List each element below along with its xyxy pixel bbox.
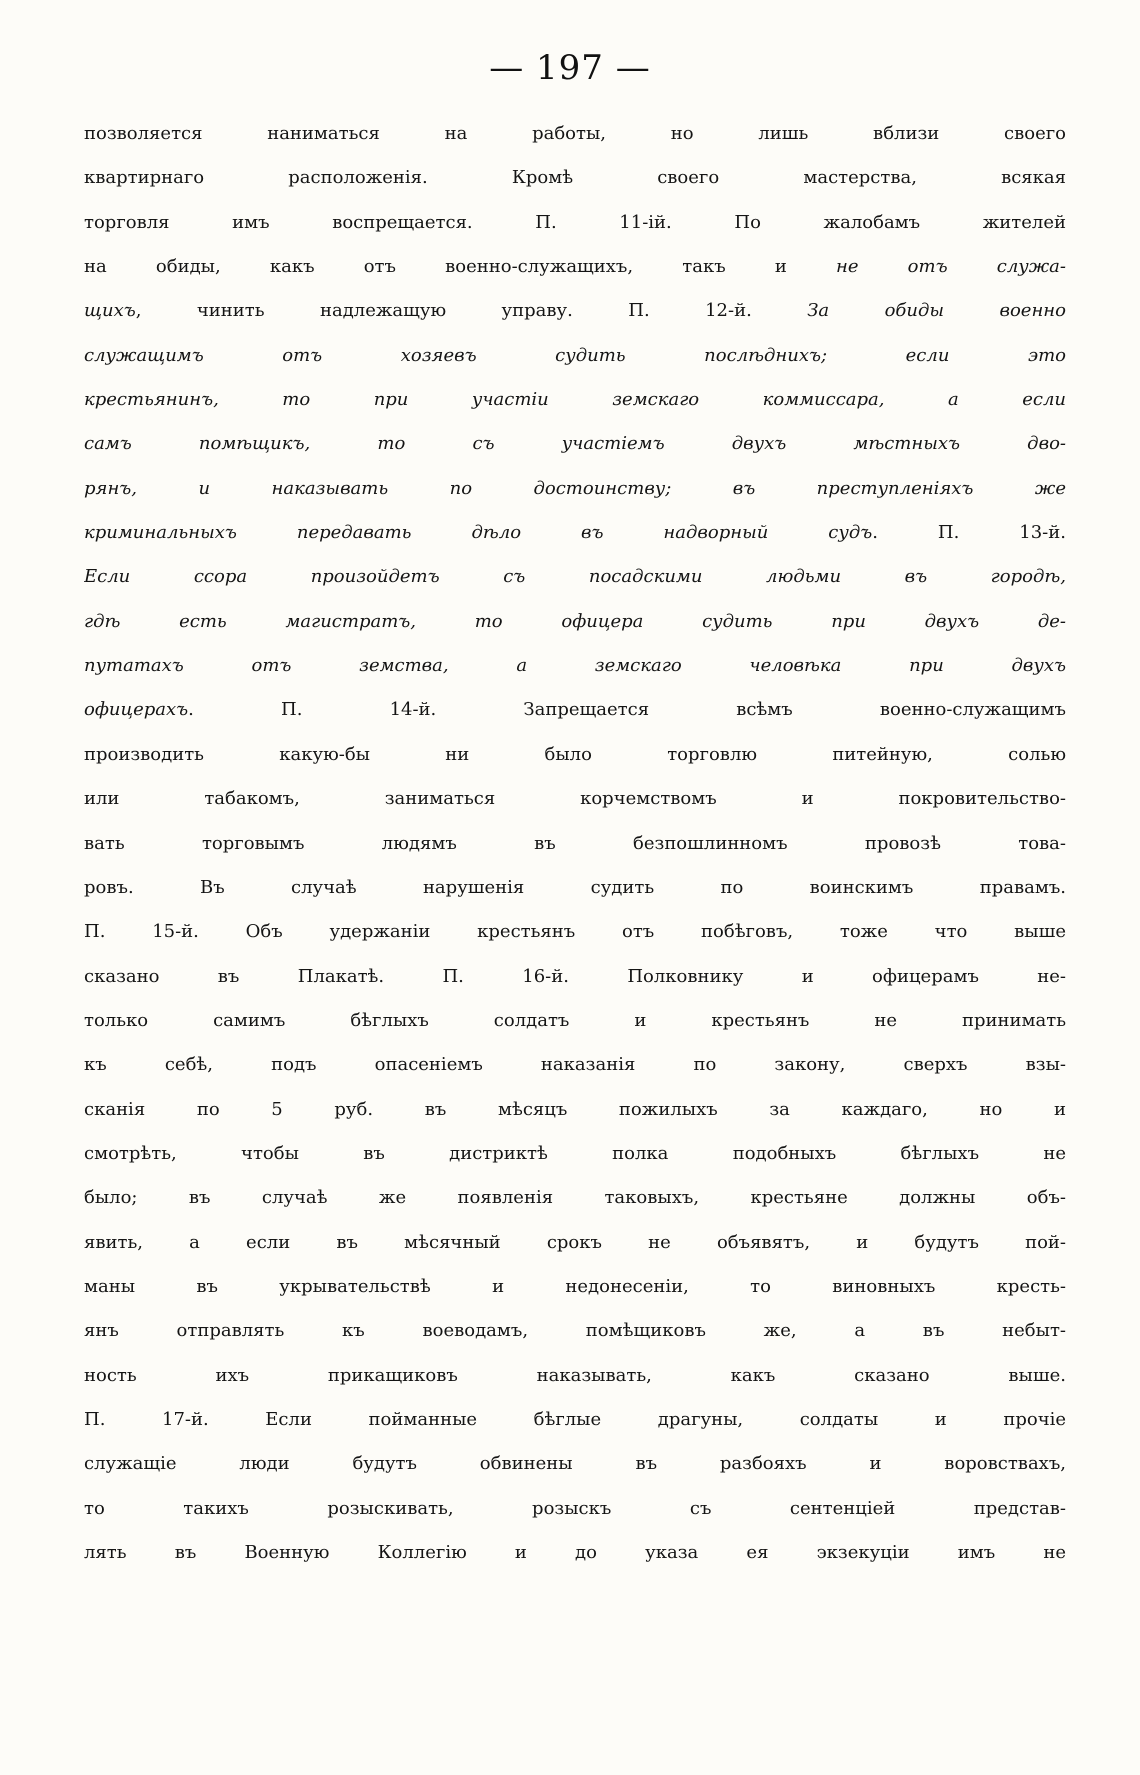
text-line [84, 999, 1066, 1043]
text-line [84, 1043, 1066, 1087]
italic-text-run: офицерахъ [84, 699, 189, 721]
text-run: . П. 13-й. [872, 522, 1066, 544]
text-run: П. 15-й. Объ удержаніи крестьянъ отъ побѣговъ, тоже что выше [84, 921, 1066, 943]
text-line [84, 1309, 1066, 1353]
text-run: то такихъ розыскивать, розыскъ съ сентенціей представ- [84, 1497, 1066, 1519]
text-line [84, 910, 1066, 954]
text-run: явить, а если въ мѣсячный срокъ не объявятъ, и будутъ пой- [84, 1231, 1066, 1253]
text-line [84, 1442, 1066, 1486]
text-line [84, 955, 1066, 999]
italic-text-run: гдѣ есть магистратъ, то офицера судить при двухъ де- [84, 610, 1066, 632]
text-line [84, 1088, 1066, 1132]
italic-text-run: Если ссора произойдетъ съ посадскими людьми въ городѣ, [84, 566, 1066, 588]
italic-text-run: криминальныхъ передавать дѣло въ надворный судъ [84, 522, 873, 544]
text-run: П. 17-й. Если пойманные бѣглые драгуны, солдаты и прочіе [84, 1408, 1066, 1430]
text-run: на обиды, какъ отъ военно-служащихъ, такъ и [84, 256, 836, 278]
italic-text-run: путатахъ отъ земства, а земскаго человѣка при двухъ [84, 655, 1066, 677]
text-line [84, 511, 1066, 555]
text-line [84, 1487, 1066, 1531]
text-line [84, 1265, 1066, 1309]
text-run: служащіе люди будутъ обвинены въ разбояхъ и воровствахъ, [84, 1453, 1066, 1475]
text-line [84, 1132, 1066, 1176]
text-run: торговля имъ воспрещается. П. 11-ій. По жалобамъ жителей [84, 211, 1066, 233]
text-run: смотрѣть, чтобы въ дистриктѣ полка подобныхъ бѣглыхъ не [84, 1142, 1066, 1164]
text-line [84, 688, 1066, 732]
text-run: производить какую-бы ни было торговлю питейную, солью [84, 743, 1066, 765]
text-run: сказано въ Плакатѣ. П. 16-й. Полковнику и офицерамъ не- [84, 965, 1066, 987]
text-line [84, 733, 1066, 777]
page-number: — 197 — [489, 48, 651, 88]
text-run: . П. 14-й. Запрещается всѣмъ военно-служащимъ [188, 699, 1066, 721]
italic-text-run: щихъ [84, 300, 136, 322]
text-run: къ себѣ, подъ опасеніемъ наказанія по закону, сверхъ взы- [84, 1054, 1066, 1076]
text-line [84, 201, 1066, 245]
text-run: , чинить надлежащую управу. П. 12-й. [135, 300, 808, 322]
text-run: только самимъ бѣглыхъ солдатъ и крестьянъ не принимать [84, 1009, 1066, 1031]
text-run: было; въ случаѣ же появленія таковыхъ, крестьяне должны объ- [84, 1187, 1066, 1209]
text-run: ровъ. Въ случаѣ нарушенія судить по воинскимъ правамъ. [84, 876, 1066, 898]
text-line [84, 644, 1066, 688]
text-run: позволяется наниматься на работы, но лишь вблизи своего [84, 123, 1066, 144]
text-run: маны въ укрывательствѣ и недонесеніи, то виновныхъ кресть- [84, 1275, 1066, 1297]
text-line [84, 156, 1066, 200]
italic-text-run: служащимъ отъ хозяевъ судить послѣднихъ; если это [84, 344, 1066, 366]
text-run: квартирнаго расположенія. Кромѣ своего мастерства, всякая [84, 167, 1066, 189]
text-line [84, 600, 1066, 644]
text-line [84, 245, 1066, 289]
italic-text-run: крестьянинъ, то при участіи земскаго коммиссара, а если [84, 389, 1066, 411]
text-line [84, 1354, 1066, 1398]
text-line [84, 422, 1066, 466]
text-line [84, 1398, 1066, 1442]
italic-text-run: не отъ служа- [836, 256, 1066, 278]
text-run: или табакомъ, заниматься корчемствомъ и покровительство- [84, 788, 1066, 810]
text-line [84, 334, 1066, 378]
italic-text-run: рянъ, и наказывать по достоинству; въ преступленіяхъ же [84, 477, 1066, 499]
text-run: ность ихъ прикащиковъ наказывать, какъ сказано выше. [84, 1364, 1066, 1386]
text-run: вать торговымъ людямъ въ безпошлинномъ провозѣ това- [84, 832, 1066, 854]
text-line [84, 822, 1066, 866]
text-line [84, 467, 1066, 511]
italic-text-run: самъ помѣщикъ, то съ участіемъ двухъ мѣстныхъ дво- [84, 433, 1066, 455]
text-line [84, 378, 1066, 422]
text-line [84, 112, 1066, 156]
text-line [84, 1221, 1066, 1265]
body-text [84, 112, 1066, 1575]
text-run: сканія по 5 руб. въ мѣсяцъ пожилыхъ за каждаго, но и [84, 1098, 1066, 1120]
text-line [84, 777, 1066, 821]
text-line [84, 866, 1066, 910]
text-line [84, 555, 1066, 599]
text-run: лять въ Военную Коллегію и до указа ея экзекуціи имъ не [84, 1542, 1066, 1563]
italic-text-run: За обиды военно [807, 300, 1066, 322]
text-line [84, 1531, 1066, 1575]
text-line [84, 289, 1066, 333]
text-run: янъ отправлять къ воеводамъ, помѣщиковъ же, а въ небыт- [84, 1320, 1066, 1342]
text-line [84, 1176, 1066, 1220]
